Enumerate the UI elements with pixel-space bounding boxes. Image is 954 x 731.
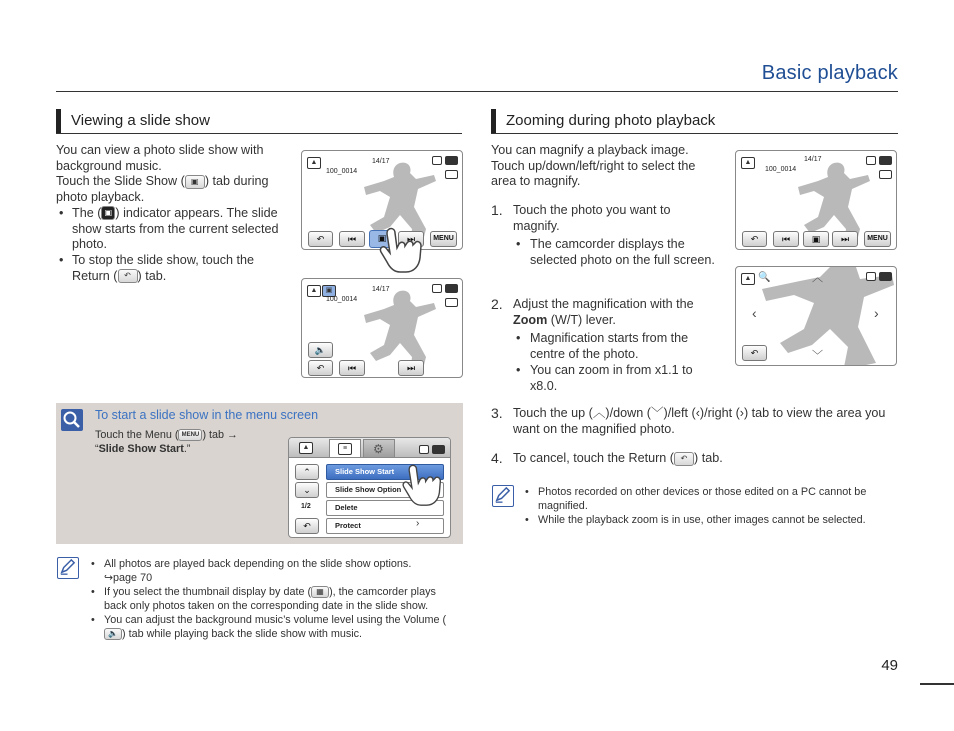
- step-1-bullet: • The camcorder displays the selected photo on the full screen.: [513, 237, 717, 268]
- right-notes: [522, 485, 898, 527]
- pan-right-icon[interactable]: ›: [874, 305, 879, 321]
- card-icon: [432, 156, 442, 165]
- left-bullet-1: [56, 206, 288, 253]
- left-bullet2-pre: To stop the slide show, touch the Return (: [72, 252, 255, 283]
- menu-tip-pre: Touch the Menu (: [95, 429, 179, 441]
- step-1-number: 1.: [491, 202, 503, 218]
- left-note-1-text: All photos are played back depending on the slide show options.: [104, 558, 412, 570]
- step-2-bullet-2: • You can zoom in from x1.1 to x8.0.: [513, 363, 717, 394]
- step-3-e: ) tab to view the area you want on the magnified photo.: [513, 406, 886, 436]
- quality-icon: [445, 298, 458, 307]
- right-section-rule: [491, 133, 898, 134]
- right-step-2: [491, 297, 717, 394]
- menu-item-protect[interactable]: Protect: [326, 518, 444, 534]
- touch-hand-icon: [400, 463, 444, 507]
- list-icon: ≡: [338, 443, 352, 455]
- magnifier-icon: [61, 409, 83, 431]
- header-rule: [56, 91, 898, 92]
- step-4-number: 4.: [491, 450, 503, 466]
- step-2-number: 2.: [491, 296, 503, 312]
- menu-item-slide-show-option[interactable]: Slide Show Option: [326, 482, 444, 498]
- menu-tip-title: To start a slide show in the menu screen: [95, 408, 319, 422]
- menu-button[interactable]: MENU: [430, 231, 457, 247]
- menu-tip-bold: Slide Show Start: [98, 443, 184, 455]
- quality-icon: [879, 170, 892, 179]
- left-touch-post: ) tab during photo playback.: [56, 174, 269, 205]
- left-note-3-post: ) tab while playing back the slide show with music.: [122, 628, 363, 640]
- slide-show-button[interactable]: ▣: [369, 230, 395, 248]
- left-bullet-2: [56, 253, 288, 284]
- gear-icon: ⚙: [373, 442, 384, 456]
- return-button[interactable]: ↶: [742, 345, 767, 361]
- right-note-1: • Photos recorded on other devices or those edited on a PC cannot be magnified.: [522, 485, 898, 513]
- counter: 14/17: [372, 286, 390, 293]
- tab-playback[interactable]: [329, 439, 361, 458]
- return-button[interactable]: ↶: [308, 360, 333, 376]
- step-3-text: [491, 406, 898, 437]
- battery-icon: [445, 156, 458, 165]
- step-3-d: )/right (: [699, 406, 740, 420]
- previous-button[interactable]: ⏮: [773, 231, 799, 247]
- photo-mode-icon: ▲: [307, 285, 321, 297]
- battery-icon: [445, 284, 458, 293]
- quote-close: .”: [183, 443, 191, 455]
- scroll-up-button[interactable]: ⌃: [295, 464, 319, 480]
- quality-icon: [445, 170, 458, 179]
- touch-hand-icon: [378, 226, 424, 274]
- counter: 14/17: [804, 156, 822, 163]
- battery-icon: [879, 272, 892, 281]
- left-bullet2-post: ) tab.: [137, 268, 167, 283]
- step-3-b: )/down (: [605, 406, 651, 420]
- right-step-1: [491, 203, 717, 269]
- left-note-1-ref: ↪page 70: [104, 572, 153, 584]
- slide-indicator-icon: ▣: [322, 285, 336, 297]
- left-intro: You can view a photo slide show with background music.: [56, 143, 264, 173]
- menu-tip-text: [95, 428, 285, 456]
- card-icon: [866, 272, 876, 281]
- step-2-bullet-1: • Magnification starts from the centre of the photo.: [513, 331, 717, 362]
- next-button[interactable]: ⏭: [832, 231, 858, 247]
- battery-icon: [879, 156, 892, 165]
- card-icon: [866, 156, 876, 165]
- slide-show-icon: ▣: [185, 175, 205, 189]
- right-intro: You can magnify a playback image. Touch up/down/left/right to select the area to magnify.: [491, 143, 696, 189]
- left-note-2: [88, 585, 454, 613]
- file-number: 100_0014: [765, 166, 797, 173]
- zoom-magnifier-icon: 🔍: [758, 272, 771, 283]
- return-icon: ↶: [118, 269, 138, 283]
- previous-button[interactable]: ⏮: [339, 231, 365, 247]
- next-button[interactable]: ⏭: [398, 231, 424, 247]
- menu-item-slide-show-start[interactable]: Slide Show Start: [326, 464, 444, 480]
- zoom-screen-1: [735, 150, 897, 250]
- counter: 14/17: [372, 158, 390, 165]
- down-icon: ﹀: [650, 406, 664, 420]
- step-2-post: (W/T) lever.: [547, 312, 616, 327]
- left-touch-line: [56, 174, 288, 205]
- slide-indicator-icon: ▣: [101, 206, 115, 220]
- pan-up-icon[interactable]: ︿: [812, 272, 823, 284]
- left-bullet1-post: ) indicator appears. The slide show starts from the current selected photo.: [72, 205, 279, 252]
- return-icon: ↶: [674, 452, 694, 466]
- left-section-heading: Viewing a slide show: [56, 109, 462, 133]
- step-4-text: [491, 451, 898, 467]
- left-body: [56, 143, 288, 284]
- return-button[interactable]: ↶: [308, 231, 333, 247]
- card-icon: [432, 284, 442, 293]
- left-note-3: [88, 613, 454, 641]
- step-1-text: Touch the photo you want to magnify.: [513, 203, 671, 233]
- file-number: 100_0014: [326, 168, 358, 175]
- right-note-2: • While the playback zoom is in use, other images cannot be selected.: [522, 513, 898, 527]
- step-3-a: Touch the up (: [513, 406, 593, 420]
- note-icon: [492, 485, 514, 507]
- left-icon: ‹: [695, 406, 700, 420]
- card-icon: [419, 445, 429, 454]
- page-indicator: 1/2: [301, 503, 311, 510]
- photo-mode-icon: ▲: [307, 157, 321, 169]
- menu-icon: MENU: [178, 429, 202, 441]
- right-icon: ›: [739, 406, 744, 420]
- photo-mode-icon: ▲: [741, 273, 755, 285]
- left-bullet1-pre: The (: [72, 205, 102, 220]
- right-step-4: [491, 451, 898, 467]
- photo-mode-icon[interactable]: ▲: [299, 442, 313, 454]
- slideshow-screen-2: [301, 278, 463, 378]
- chevron-right-icon: ›: [416, 518, 420, 529]
- menu-button[interactable]: MENU: [864, 231, 891, 247]
- quote-open: “: [95, 443, 99, 455]
- left-note-3-pre: You can adjust the background music’s volume level using the Volume (: [104, 614, 447, 626]
- left-note-1: [88, 557, 454, 585]
- page-title: Basic playback: [761, 62, 898, 84]
- left-note-2-pre: If you select the thumbnail display by date (: [104, 586, 312, 598]
- photo-mode-icon: ▲: [741, 157, 755, 169]
- calendar-icon: ▦: [311, 586, 329, 598]
- return-button[interactable]: ↶: [295, 518, 319, 534]
- step-2-text: [491, 297, 717, 328]
- right-section-heading: Zooming during photo playback: [491, 109, 898, 133]
- return-button[interactable]: ↶: [742, 231, 767, 247]
- menu-item-delete[interactable]: Delete: [326, 500, 444, 516]
- volume-button[interactable]: 🔈: [308, 342, 333, 358]
- file-number: 100_0014: [326, 296, 358, 303]
- left-section-rule: [56, 133, 462, 134]
- pan-left-icon[interactable]: ‹: [752, 305, 757, 321]
- menu-tip-box: [56, 403, 463, 544]
- step-2-bold: Zoom: [513, 312, 548, 327]
- page-number: 49: [881, 657, 898, 674]
- left-touch-pre: Touch the Slide Show (: [56, 174, 185, 189]
- step-4-post: ) tab.: [694, 451, 723, 465]
- battery-icon: [432, 445, 445, 454]
- up-icon: ︿: [592, 406, 606, 420]
- scroll-down-button[interactable]: ⌄: [295, 482, 319, 498]
- step-2-pre: Adjust the magnification with the: [513, 297, 694, 311]
- step-3-c: )/left (: [663, 406, 696, 420]
- volume-icon: 🔈: [104, 628, 122, 640]
- step-3-number: 3.: [491, 405, 503, 421]
- left-note-2-post: ), the camcorder plays back only photos taken on the corresponding date in the slide show.: [104, 586, 436, 612]
- pan-down-icon[interactable]: ﹀: [812, 350, 823, 362]
- previous-button[interactable]: ⏮: [339, 360, 365, 376]
- tab-settings[interactable]: [363, 439, 395, 458]
- slide-show-button[interactable]: ▣: [803, 231, 829, 247]
- right-step-3: [491, 406, 898, 437]
- note-icon: [57, 557, 79, 579]
- page-number-rule: [920, 683, 954, 685]
- left-notes: [88, 557, 454, 641]
- menu-tip-mid: ) tab →: [202, 429, 238, 441]
- step-4-pre: To cancel, touch the Return (: [513, 451, 675, 465]
- next-button[interactable]: ⏭: [398, 360, 424, 376]
- zoom-screen-2: [735, 266, 897, 366]
